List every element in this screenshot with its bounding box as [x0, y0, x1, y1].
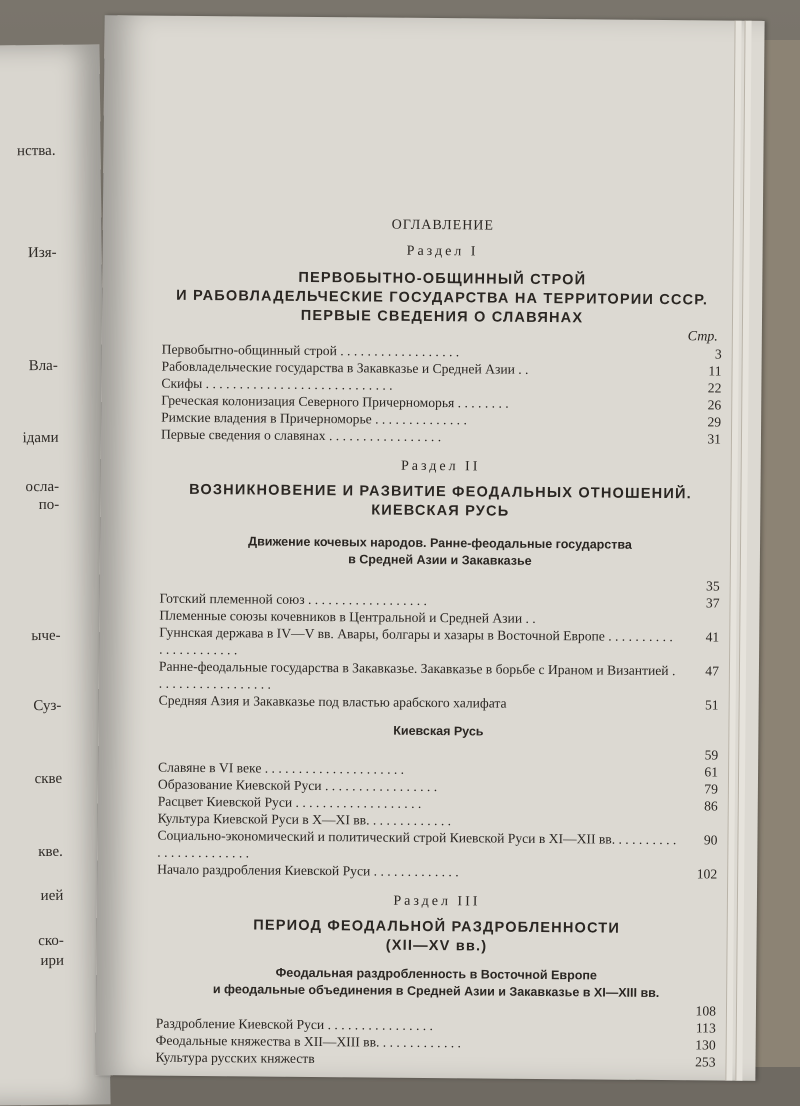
toc-entry-page: 86	[704, 798, 718, 814]
toc-entry-title: Расцвет Киевской Руси . . . . . . . . . . . . . . . . . . .	[157, 793, 422, 811]
section-heading	[160, 481, 720, 524]
subsection-heading	[158, 721, 718, 743]
toc-entry-title: Средняя Азия и Закавказье под властью арабского халифата	[158, 692, 507, 711]
section-heading-line: И РАБОВЛАДЕЛЬЧЕСКИЕ ГОСУДАРСТВА НА ТЕРРИТОРИИ СССР.	[176, 287, 709, 309]
left-text-fragment: Суз-	[33, 697, 62, 715]
toc-entries	[157, 759, 718, 883]
toc-entry	[155, 1049, 715, 1071]
toc-entry-page: 35	[706, 578, 720, 594]
section-heading-line: КИЕВСКАЯ РУСЬ	[371, 502, 510, 520]
section-label: Раздел I	[406, 243, 479, 260]
toc-entry	[157, 827, 717, 866]
subsection-heading-line: и феодальные объединения в Средней Азии и Закавказье в XI—XIII вв.	[212, 982, 660, 1001]
section-heading-line: ПЕРВЫЕ СВЕДЕНИЯ О СЛАВЯНАХ	[300, 307, 584, 327]
toc-entry	[159, 624, 719, 663]
toc-entry-title: Первые сведения о славянах . . . . . . . . . . . . . . . . .	[160, 426, 442, 445]
section-label: Раздел II	[400, 458, 481, 475]
toc-entry-page: 22	[707, 380, 722, 396]
section-label: Раздел III	[393, 893, 481, 910]
toc-entry-page: 130	[695, 1037, 716, 1053]
toc-entry-title: Культура русских княжеств	[155, 1049, 315, 1067]
left-text-fragment: ири	[40, 952, 65, 970]
toc-entry-title: Римские владения в Причерноморье . . . . . . . . . . . . . .	[161, 409, 467, 428]
left-text-fragment: по-	[38, 496, 60, 514]
subsection-heading-line: Движение кочевых народов. Ранне-феодальные государства	[248, 534, 632, 552]
toc-entry-title: Ранне-феодальные государства в Закавказье. Закавказье в борьбе с Ираном и Византией . . . . . . . . . . . . . . . . . .	[158, 658, 679, 692]
toc-entry-title: Рабовладельческие государства в Закавказье и Средней Азии . .	[161, 358, 529, 377]
right-page	[95, 15, 764, 1081]
left-text-fragment: нства.	[16, 142, 56, 160]
left-text-fragment: ыче-	[31, 627, 61, 645]
toc-entry-title: Раздробление Киевской Руси . . . . . . . . . . . . . . . .	[155, 1015, 434, 1034]
section-heading-line: ПЕРВОБЫТНО-ОБЩИННЫЙ СТРОЙ	[298, 269, 587, 289]
toc-entry-title: Социально-экономический и политический строй Киевской Руси в XI—XII вв. . . . . . . . . . . . . . . . . . . . . . . .	[157, 827, 680, 861]
toc-entry	[159, 692, 719, 714]
toc-entry-page: 90	[703, 832, 718, 848]
toc-entry-page: 59	[704, 747, 719, 763]
toc-entry-page: 11	[708, 363, 722, 379]
section-heading-line: ПЕРИОД ФЕОДАЛЬНОЙ РАЗДРОБЛЕННОСТИ	[253, 917, 621, 937]
toc-entry-title: Гуннская держава в IV—V вв. Авары, болгары и хазары в Восточной Европе . . . . . . . . . . . . . . . . . . . . . .	[159, 624, 677, 658]
table-of-contents	[155, 216, 722, 1071]
left-text-fragment: ідами	[22, 429, 59, 447]
toc-entries	[155, 998, 716, 1071]
left-text-fragment: ско-	[38, 932, 64, 950]
toc-entry-page: 31	[707, 431, 722, 447]
toc-entry-page: 47	[705, 663, 720, 679]
toc-entry-title: Образование Киевской Руси . . . . . . . . . . . . . . . . .	[157, 776, 438, 795]
toc-entry-title: Первобытно-общинный строй . . . . . . . . . . . . . . . . . .	[161, 341, 460, 360]
section-heading	[156, 916, 716, 959]
toc-entry-page: 51	[704, 697, 719, 713]
section-heading-line: (XII—XV вв.)	[385, 937, 488, 955]
toc-entry-page: 79	[704, 781, 718, 797]
toc-entry-page: 26	[707, 397, 722, 413]
toc-entry-page: 61	[704, 764, 719, 780]
section-heading	[162, 268, 722, 330]
toc-entry-page: 108	[695, 1003, 717, 1019]
left-text-fragment: кве.	[38, 843, 63, 861]
toc-entry-title: Славяне в VI веке . . . . . . . . . . . . . . . . . . . . .	[158, 759, 405, 777]
toc-entry-title: Греческая колонизация Северного Причерноморья . . . . . . . .	[161, 392, 509, 411]
left-text-fragment: осла-	[25, 478, 60, 496]
page-column-label: Стр.	[687, 329, 718, 345]
subsection-heading-line: Киевская Русь	[393, 723, 484, 739]
left-text-fragment: Вла-	[28, 357, 58, 375]
toc-entry-page: 29	[707, 414, 722, 430]
toc-entry-page: 102	[696, 866, 718, 882]
page-number: 253	[695, 1054, 716, 1070]
toc-entry-title: Феодальные княжества в XII—XIII вв. . . . . . . . . . . . .	[155, 1032, 462, 1051]
left-text-fragment: ией	[40, 887, 64, 905]
toc-entry-page	[679, 611, 719, 628]
section-heading-line: ВОЗНИКНОВЕНИЕ И РАЗВИТИЕ ФЕОДАЛЬНЫХ ОТНОШЕНИЙ.	[189, 481, 692, 503]
left-page	[0, 44, 111, 1105]
toc-entry	[159, 658, 719, 697]
toc-entry-title: Начало раздробления Киевской Руси . . . . . . . . . . . . .	[157, 861, 459, 880]
toc-title: ОГЛАВЛЕНИЕ	[391, 217, 495, 234]
left-text-fragment: Изя-	[27, 244, 57, 262]
subsection-heading-line: в Средней Азии и Закавказье	[348, 552, 532, 568]
toc-entries	[159, 590, 720, 714]
toc-entry	[161, 426, 721, 448]
subsection-heading	[160, 533, 720, 572]
toc-entry-page: 3	[714, 346, 722, 362]
toc-entry-title: Культура Киевской Руси в X—XI вв. . . . . . . . . . . . .	[157, 810, 452, 829]
toc-entries	[161, 341, 722, 448]
subsection-heading	[156, 964, 716, 1003]
toc-entry-title: Племенные союзы кочевников в Центральной и Средней Азии . .	[159, 607, 536, 626]
toc-entry-page	[678, 814, 718, 831]
subsection-heading-line: Феодальная раздробленность в Восточной Европе	[275, 965, 597, 983]
toc-entry-title: Готский племенной союз . . . . . . . . . . . . . . . . . .	[159, 590, 428, 608]
left-text-fragment: скве	[34, 770, 63, 788]
toc-entry-page: 41	[705, 629, 720, 645]
toc-entry-page: 37	[705, 595, 720, 611]
toc-entry-title: Скифы . . . . . . . . . . . . . . . . . . . . . . . . . . . .	[161, 375, 393, 393]
toc-entry-page: 113	[695, 1020, 716, 1036]
toc-entry	[157, 861, 717, 883]
